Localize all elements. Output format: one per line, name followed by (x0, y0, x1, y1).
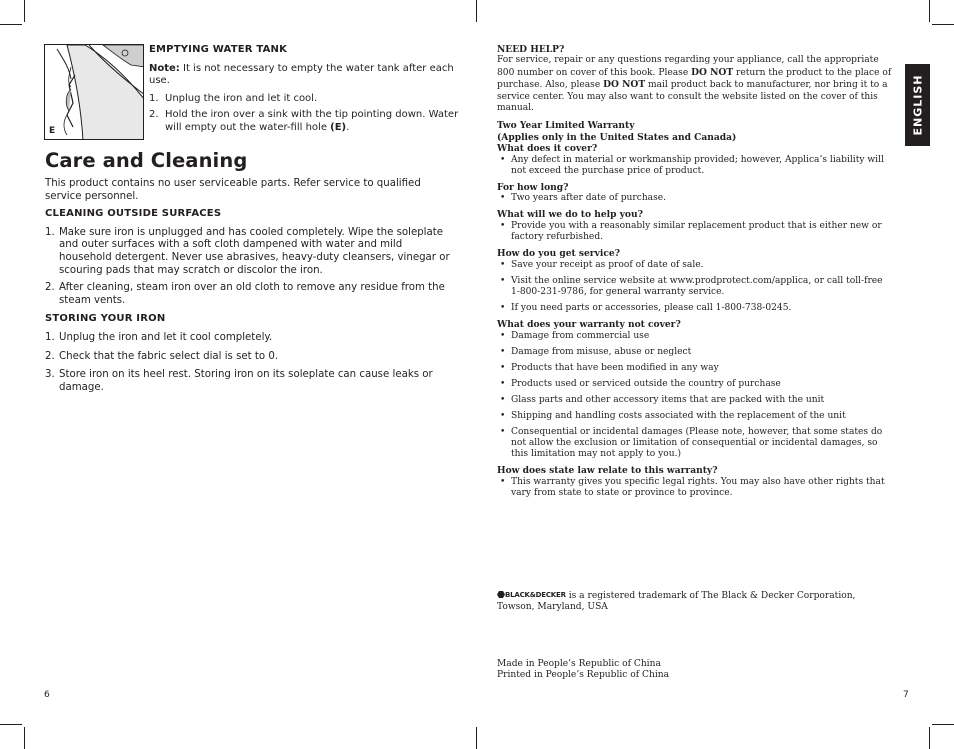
need-help-paragraph (497, 55, 893, 114)
bullet-icon: • (500, 394, 506, 405)
section-heading: How do you get service? (497, 248, 620, 260)
section-heading: What does your warranty not cover? (497, 319, 681, 331)
list-item (497, 221, 893, 244)
list-item-text: Save your receipt as proof of date of sale. (511, 259, 704, 270)
crop-mark (476, 727, 477, 749)
bullet-list (497, 193, 893, 204)
step-number: 1. (45, 331, 55, 343)
list-item-text: Consequential or incidental damages (Please note, however, that some states do not allow the exclusion or limitation of consequential or incidental damages, so this limitation may not apply to you.) (511, 426, 883, 460)
list-item-text: Glass parts and other accessory items that are packed with the unit (511, 394, 825, 405)
iron-illustration (44, 44, 144, 140)
list-item (497, 331, 893, 342)
bullet-icon: • (500, 154, 506, 165)
crop-mark (932, 24, 954, 25)
bullet-icon: • (500, 275, 506, 286)
section-heading: CLEANING OUTSIDE SURFACES (45, 208, 222, 220)
bullet-icon: • (500, 476, 506, 487)
brand-logo: BLACK&DECKER (505, 591, 566, 599)
warranty-title: Two Year Limited Warranty (497, 120, 635, 132)
bullet-icon: • (500, 378, 506, 389)
bullet-icon: • (500, 362, 506, 373)
list-item (497, 155, 893, 178)
list-item (497, 477, 893, 500)
list-item-text: Products used or serviced outside the country of purchase (511, 378, 781, 389)
list-item-text: If you need parts or accessories, please call 1-800-738-0245. (511, 303, 792, 314)
list-item-text: Any defect in material or workmanship provided; however, Applica’s liability will not exceed the purchase price of product. (511, 154, 884, 177)
step-text: Store iron on its heel rest. Storing iron on its soleplate can cause leaks or damage. (59, 369, 433, 393)
list-item-text: This warranty gives you specific legal rights. You may also have other rights that vary from state to state or province to province. (511, 476, 885, 499)
crop-mark (929, 727, 930, 749)
bullet-icon: • (500, 193, 506, 204)
list-item (45, 351, 457, 364)
bullet-list (497, 477, 893, 500)
crop-mark (476, 0, 477, 22)
section-heading: STORING YOUR IRON (45, 313, 166, 325)
list-item (497, 260, 893, 271)
need-help-text: return the product to the place of purchase. Also, please (497, 67, 892, 91)
language-tab (905, 64, 930, 146)
step-text-end: . (346, 121, 350, 133)
printed-in-text: Printed in People’s Republic of China (497, 670, 670, 681)
list-item-text: Visit the online service website at www.prodprotect.com/applica, or call toll-free 1-800-231-9786, for general warranty service. (511, 275, 883, 298)
section-heading: For how long? (497, 182, 569, 194)
list-item (497, 363, 893, 374)
storing-steps (45, 332, 457, 394)
crop-mark (932, 724, 954, 725)
list-item (149, 109, 459, 134)
list-item (497, 193, 893, 204)
list-item-text: Two years after date of purchase. (511, 193, 667, 204)
emptying-steps (149, 93, 459, 135)
bullet-icon: • (500, 410, 506, 421)
bullet-list (497, 260, 893, 315)
section-heading: What will we do to help you? (497, 209, 643, 221)
step-number: 2. (45, 350, 55, 362)
bullet-list (497, 221, 893, 244)
list-item-text: Damage from commercial use (511, 330, 650, 341)
bullet-icon: • (500, 330, 506, 341)
step-text: Unplug the iron and let it cool completely. (59, 331, 273, 343)
step-number: 2. (45, 282, 55, 294)
list-item (45, 369, 457, 394)
list-item-text: Shipping and handling costs associated with the replacement of the unit (511, 410, 846, 421)
figure-label: E (49, 126, 56, 136)
crop-mark (0, 24, 22, 25)
crop-mark (24, 727, 25, 749)
step-text: Hold the iron over a sink with the tip pointing down. Water will empty out the water-fill hole (165, 109, 459, 133)
step-number: 1. (149, 92, 159, 104)
step-text: Check that the fabric select dial is set to 0. (59, 350, 279, 362)
crop-mark (929, 0, 930, 22)
care-cleaning-body (45, 178, 457, 398)
trademark-notice (497, 590, 893, 614)
note-text: It is not necessary to empty the water tank after each use. (149, 62, 454, 86)
bullet-icon: • (500, 346, 506, 357)
cleaning-steps (45, 227, 457, 308)
warranty-scope: (Applies only in the United States and Canada) (497, 131, 737, 143)
origin-notice (497, 659, 669, 682)
list-item-text: Damage from misuse, abuse or neglect (511, 346, 692, 357)
list-item (497, 347, 893, 358)
bullet-list (497, 331, 893, 461)
list-item (497, 303, 893, 314)
bullet-icon: • (500, 220, 506, 231)
section-heading: How does state law relate to this warranty? (497, 465, 718, 477)
step-number: 3. (45, 369, 55, 381)
language-tab-label: ENGLISH (911, 74, 924, 136)
step-number: 1. (45, 226, 55, 238)
list-item (45, 227, 457, 277)
trademark-text: is a registered trademark of The Black & Decker Corporation, Towson, Maryland, USA (497, 591, 856, 613)
list-item-text: Products that have been modified in any way (511, 362, 719, 373)
step-text: Unplug the iron and let it cool. (165, 92, 318, 104)
bullet-icon: • (500, 426, 506, 437)
iron-drawing-icon (45, 45, 144, 140)
do-not-emphasis: DO NOT (691, 66, 734, 78)
do-not-emphasis: DO NOT (603, 79, 646, 91)
note-label: Note: (149, 62, 180, 74)
list-item (497, 411, 893, 422)
list-item (45, 282, 457, 307)
page-number: 7 (903, 690, 909, 700)
page-number: 6 (44, 690, 50, 700)
note-paragraph (149, 63, 459, 88)
bullet-icon: • (500, 259, 506, 270)
list-item (497, 276, 893, 299)
step-number: 2. (149, 109, 159, 120)
step-text: After cleaning, steam iron over an old cloth to remove any residue from the steam vents. (59, 282, 445, 306)
page-title: Care and Cleaning (45, 149, 248, 172)
list-item (497, 427, 893, 461)
intro-paragraph: This product contains no user serviceable parts. Refer service to qualified service personnel. (45, 178, 421, 202)
crop-mark (24, 0, 25, 22)
step-text: Make sure iron is unplugged and has cooled completely. Wipe the soleplate and outer surfaces with a soft cloth dampened with water and mild household detergent. Never use abrasives, heavy-duty cleansers, vinegar or scouring pads that may scratch or discolor the iron. (59, 226, 450, 276)
section-heading: EMPTYING WATER TANK (149, 44, 288, 55)
bullet-icon: • (500, 303, 506, 314)
section-heading: What does it cover? (497, 143, 598, 155)
bullet-list (497, 155, 893, 178)
list-item (149, 93, 459, 106)
list-item (497, 395, 893, 406)
black-decker-hex-logo-icon (497, 591, 505, 598)
made-in-text: Made in People’s Republic of China (497, 659, 661, 669)
need-help-text: mail product back to manufacturer, nor bring it to a service center. You may also want to consult the website listed on the cover of this manual. (497, 80, 888, 114)
need-help-text: For service, repair or any questions regarding your appliance, call the appropriate 800 number on cover of this book. Please (497, 55, 879, 78)
emptying-water-tank-section (149, 44, 459, 138)
list-item (45, 332, 457, 345)
list-item-text: Provide you with a reasonably similar replacement product that is either new or factory refurbished. (511, 220, 882, 243)
warranty-column (497, 44, 893, 504)
figure-reference: (E) (330, 121, 347, 133)
need-help-heading: NEED HELP? (497, 44, 565, 55)
crop-mark (0, 724, 22, 725)
list-item (497, 379, 893, 390)
